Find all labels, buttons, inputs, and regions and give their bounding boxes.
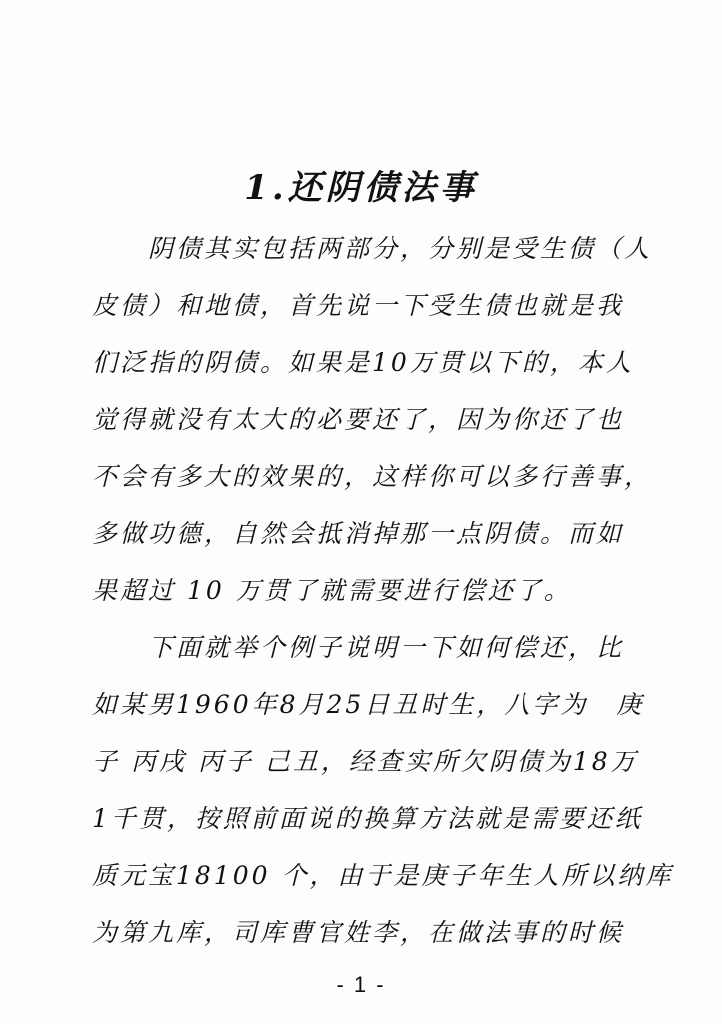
text-line: 不会有多大的效果的，这样你可以多行善事，: [92, 462, 653, 491]
text-line: 质元宝18100 个，由于是庚子年生人所以纳库: [92, 861, 674, 890]
text-line: 如某男1960年8月25日丑时生，八字为 庚: [92, 690, 645, 719]
text-line: 下面就举个例子说明一下如何偿还，比: [92, 633, 625, 662]
text-line: 子 丙戌 丙子 己丑，经查实所欠阴债为18万: [92, 747, 639, 776]
text-line: 果超过 10 万贯了就需要进行偿还了。: [92, 576, 572, 605]
text-line: 觉得就没有太大的必要还了，因为你还了也: [92, 405, 625, 434]
text-line: 们泛指的阴债。如果是10万贯以下的，本人: [92, 348, 634, 377]
text-line: 为第九库，司库曹官姓李，在做法事的时候: [92, 918, 625, 947]
text-line: 多做功德，自然会抵消掉那一点阴债。而如: [92, 519, 625, 548]
document-body: [92, 220, 674, 961]
text-line: 皮债）和地债，首先说一下受生债也就是我: [92, 291, 625, 320]
document-title: 1.还阴债法事: [244, 168, 478, 208]
text-line: 1千贯，按照前面说的换算方法就是需要还纸: [92, 804, 643, 833]
paragraph-1: [92, 220, 652, 619]
paragraph-2: [92, 619, 674, 961]
page-number: - 1 -: [336, 972, 386, 997]
text-line: 阴债其实包括两部分，分别是受生债（人: [92, 234, 653, 263]
